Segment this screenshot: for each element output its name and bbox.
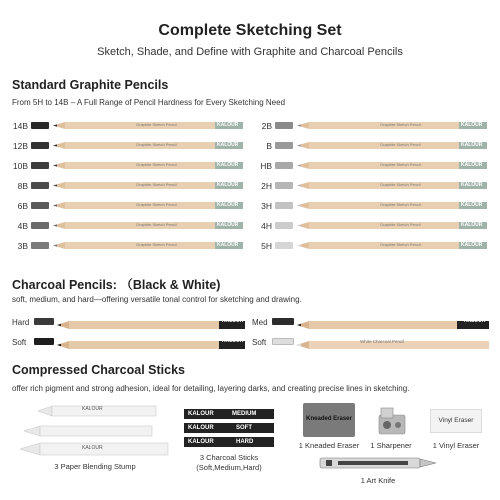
- white-charcoal-text: White Charcoal Pencil: [360, 339, 405, 344]
- stick-medium-brand: KALOUR: [188, 411, 214, 417]
- charcoal-pencil-med-graphic: [297, 320, 489, 330]
- charcoal-description: soft, medium, and hard—offering versatile tonal control for sketching and drawing.: [12, 295, 302, 304]
- pencil-swatch-right-1: [275, 142, 293, 149]
- pencil-text-left-4: Graphite Sketch Pencil: [136, 202, 177, 207]
- pencil-brand-left-1: KALOUR: [217, 141, 239, 148]
- pencil-swatch-right-2: [275, 162, 293, 169]
- charcoal-label-hard: Hard: [12, 318, 30, 327]
- pencil-grade-right-1: B: [266, 141, 272, 151]
- vinyl-eraser-label: Vinyl Eraser: [438, 417, 474, 424]
- pencil-text-right-2: Graphite Sketch Pencil: [380, 162, 421, 167]
- pencil-text-right-4: Graphite Sketch Pencil: [380, 202, 421, 207]
- stick-hard-brand: KALOUR: [188, 439, 214, 445]
- kneaded-caption: 1 Kneaded Eraser: [298, 441, 360, 450]
- pencil-grade-right-6: 5H: [261, 241, 272, 251]
- pencil-grade-right-2: HB: [260, 161, 272, 171]
- stump-3-text: KALOUR: [82, 445, 103, 451]
- pencil-grade-right-4: 3H: [261, 201, 272, 211]
- charcoal-label-soft: Soft: [12, 338, 27, 347]
- pencil-grade-left-4: 6B: [17, 201, 28, 211]
- stump-1-text: KALOUR: [82, 406, 103, 412]
- pencil-text-left-1: Graphite Sketch Pencil: [136, 142, 177, 147]
- charcoal-pencil-hard: [57, 317, 245, 327]
- pencil-brand-left-2: KALOUR: [217, 161, 239, 168]
- pencil-text-left-6: Graphite Sketch Pencil: [136, 242, 177, 247]
- kneaded-eraser-label: Kneaded Eraser: [306, 416, 352, 422]
- pencil-grade-left-2: 10B: [12, 161, 28, 171]
- charcoal-stick-soft: [184, 423, 274, 433]
- pencil-grade-left-0: 14B: [12, 121, 28, 131]
- pencil-brand-left-4: KALOUR: [217, 201, 239, 208]
- charcoal-swatch-white: [272, 338, 294, 345]
- pencil-text-right-1: Graphite Sketch Pencil: [380, 142, 421, 147]
- charcoal-heading-text: Charcoal Pencils:: [12, 278, 117, 292]
- stick-hard-label: HARD: [236, 439, 254, 445]
- pencil-swatch-left-4: [31, 202, 49, 209]
- charcoal-stick-hard: [184, 437, 274, 447]
- charcoal-pencil-soft-graphic: [57, 340, 245, 350]
- art-knife-graphic: [318, 456, 438, 470]
- pencil-brand-right-5: KALOUR: [461, 221, 483, 228]
- stick-medium-label: MEDIUM: [232, 411, 257, 417]
- pencil-grade-right-5: 4H: [261, 221, 272, 231]
- vinyl-eraser: [430, 409, 482, 433]
- pencil-brand-left-3: KALOUR: [217, 181, 239, 188]
- charcoal-swatch-soft: [34, 338, 54, 345]
- vinyl-caption: 1 Vinyl Eraser: [432, 441, 480, 450]
- pencil-brand-left-6: KALOUR: [217, 241, 239, 248]
- charcoal-pencil-med: [297, 317, 489, 327]
- charcoal-heading-note: （Black & White): [120, 278, 221, 292]
- pencil-swatch-left-6: [31, 242, 49, 249]
- pencil-text-right-3: Graphite Sketch Pencil: [380, 182, 421, 187]
- pencil-text-right-0: Graphite Sketch Pencil: [380, 122, 421, 127]
- sticks-heading: Compressed Charcoal Sticks: [12, 363, 185, 377]
- sharpener-icon: [376, 406, 408, 436]
- pencil-swatch-left-2: [31, 162, 49, 169]
- pencil-brand-left-0: KALOUR: [217, 121, 239, 128]
- sticks-caption-1: 3 Charcoal Sticks: [199, 453, 259, 462]
- charcoal-swatch-hard: [34, 318, 54, 325]
- pencil-swatch-right-3: [275, 182, 293, 189]
- stumps-caption: 3 Paper Blending Stump: [54, 462, 136, 471]
- pencil-brand-right-0: KALOUR: [461, 121, 483, 128]
- page-title: Complete Sketching Set: [158, 22, 342, 39]
- pencil-text-left-0: Graphite Sketch Pencil: [136, 122, 177, 127]
- pencil-brand-right-3: KALOUR: [461, 181, 483, 188]
- stick-soft-brand: KALOUR: [188, 425, 214, 431]
- pencil-grade-right-3: 2H: [261, 181, 272, 191]
- pencil-swatch-right-5: [275, 222, 293, 229]
- charcoal-stick-medium: [184, 409, 274, 419]
- pencil-swatch-right-0: [275, 122, 293, 129]
- pencil-text-right-6: Graphite Sketch Pencil: [380, 242, 421, 247]
- pencil-grade-left-5: 4B: [17, 221, 28, 231]
- stick-soft-label: SOFT: [236, 425, 252, 431]
- pencil-grade-left-1: 12B: [12, 141, 28, 151]
- pencil-swatch-left-0: [31, 122, 49, 129]
- pencil-swatch-left-3: [31, 182, 49, 189]
- page-subtitle: Sketch, Shade, and Define with Graphite and Charcoal Pencils: [97, 46, 403, 58]
- charcoal-hard-brand: KALOUR: [222, 318, 244, 324]
- sharpener-graphic: [376, 406, 408, 436]
- charcoal-heading: [12, 275, 220, 293]
- pencil-brand-right-1: KALOUR: [461, 141, 483, 148]
- sharpener-caption: 1 Sharpener: [370, 441, 412, 450]
- pencil-text-left-2: Graphite Sketch Pencil: [136, 162, 177, 167]
- pencil-grade-left-3: 8B: [17, 181, 28, 191]
- graphite-heading: Standard Graphite Pencils: [12, 78, 169, 92]
- pencil-text-right-5: Graphite Sketch Pencil: [380, 222, 421, 227]
- pencil-swatch-left-1: [31, 142, 49, 149]
- pencil-text-left-3: Graphite Sketch Pencil: [136, 182, 177, 187]
- blending-stump-2: [24, 424, 154, 436]
- charcoal-label-med: Med: [252, 318, 268, 327]
- pencil-text-left-5: Graphite Sketch Pencil: [136, 222, 177, 227]
- graphite-description: From 5H to 14B – A Full Range of Pencil Hardness for Every Sketching Need: [12, 98, 286, 107]
- art-knife-icon: [318, 456, 438, 470]
- charcoal-swatch-med: [272, 318, 294, 325]
- charcoal-soft-brand: KALOUR: [222, 338, 244, 344]
- blending-stump-2-graphic: [24, 425, 154, 437]
- art-knife-caption: 1 Art Knife: [360, 476, 396, 485]
- pencil-brand-left-5: KALOUR: [217, 221, 239, 228]
- charcoal-pencil-hard-graphic: [57, 320, 245, 330]
- pencil-swatch-right-6: [275, 242, 293, 249]
- pencil-grade-left-6: 3B: [17, 241, 28, 251]
- sticks-description: offer rich pigment and strong adhesion, ideal for detailing, layering darks, and creating precise lines in sketching.: [12, 384, 410, 393]
- pencil-swatch-right-4: [275, 202, 293, 209]
- kneaded-eraser: [303, 403, 355, 437]
- pencil-brand-right-6: KALOUR: [461, 241, 483, 248]
- charcoal-pencil-soft: [57, 337, 245, 347]
- sticks-caption-2: (Soft,Medium,Hard): [196, 463, 262, 472]
- pencil-brand-right-4: KALOUR: [461, 201, 483, 208]
- pencil-grade-right-0: 2B: [261, 121, 272, 131]
- charcoal-label-white-soft: Soft: [252, 338, 267, 347]
- pencil-swatch-left-5: [31, 222, 49, 229]
- charcoal-med-brand: KALOUR: [464, 318, 486, 324]
- pencil-brand-right-2: KALOUR: [461, 161, 483, 168]
